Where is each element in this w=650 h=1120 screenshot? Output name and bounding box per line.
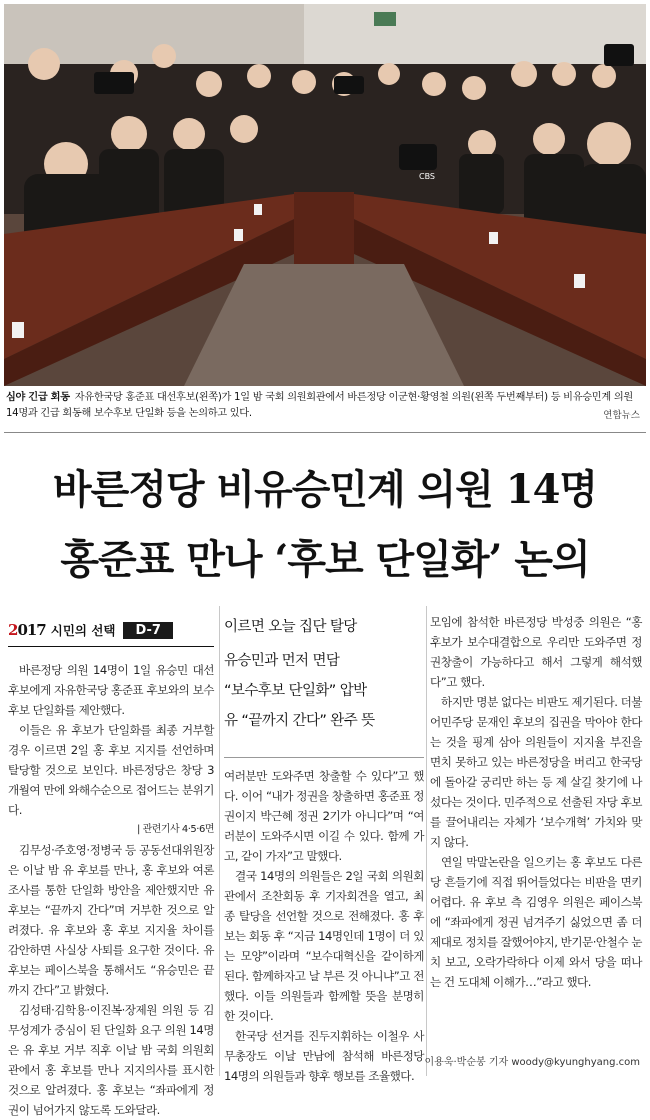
paragraph: 여러분만 도와주면 창출할 수 있다”고 했다. 이어 “내가 정권을 창출하면 홍준표 정권이지 박근혜 정권 2기가 아니다”며 “여러분이 도와주시면 이길 수 있다. 함께 가고, 같이 가자”고 말했다. bbox=[224, 769, 424, 863]
column-divider bbox=[426, 606, 427, 1076]
subhead: 유 “끝까지 간다” 완주 뜻 bbox=[224, 713, 375, 729]
caption-text: 자유한국당 홍준표 대선후보(왼쪽)가 1일 밤 국회 의원회관에서 바른정당 이군현·황영철 의원(왼쪽 두번째부터) 등 비유승민계 의원 14명과 긴급 회동해 보수후보 단일화 등을 논의하고 있다. bbox=[6, 392, 633, 419]
byline: 이용욱·박순봉 기자 woody@kyunghyang.com bbox=[424, 1057, 640, 1068]
series-year-rest: 017 bbox=[17, 621, 46, 639]
paragraph: 결국 14명의 의원들은 2일 국회 의원회관에서 조찬회동 후 기자회견을 열고, 최종 탈당을 선언할 것으로 전해졌다. 홍 후보는 회동 후 “지금 14명인데 1명이 더 있는 모양”이라며 “보수대혁신을 같이하게 된다. 함께하자고 날 부른 것 아니냐”고 전했다. 이들 의원들과 함께할 뜻을 분명히 한 것이다. bbox=[224, 869, 424, 1023]
paragraph: 김무성·주호영·정병국 등 공동선대위원장은 이날 밤 유 후보를 만나, 홍 후보와 여론조사를 통한 단일화 방안을 제안했지만 유 후보는 “끝까지 간다”며 거부한 것으로 알려졌다. 유 후보와 홍 후보 지지율 차이를 감안하면 사실상 사퇴를 요구한 것이다. 유 후보는 페이스북을 통해서도 “유승민은 끝까지 간다”고 밝혔다. bbox=[8, 843, 214, 997]
article-column-3 bbox=[430, 612, 642, 992]
photo-credit: 연합뉴스 bbox=[603, 410, 640, 421]
paragraph: 하지만 명분 없다는 비판도 제기된다. 더불어민주당 문재인 후보의 집권을 막아야 한다는 것을 핑계 삼아 의원들이 지지율 부진을 면치 못하고 있는 바른정당을 버리고 한국당에 돌아갈 궁리만 하는 등 제 살길 찾기에 나섰다는 것이다. 민주적으로 선출된 자당 후보를 끌어내리는 자체가 ‘보수개혁’ 가치와 맞지 않다. bbox=[430, 695, 643, 849]
paragraph: 연일 막말논란을 일으키는 홍 후보도 다른 당 흔들기에 직접 뛰어들었다는 비판을 면키 어렵다. 유 후보 측 김영우 의원은 페이스북에 “좌파에게 정권 넘겨주기 싫었으면 좀 더 제대로 정치를 잘했어야지, 반기문·안철수 눈치 보고, 오락가락하다 이제 와서 당을 떠나는 건 도대체 이해가…”라고 했다. bbox=[430, 855, 642, 989]
subheads-divider bbox=[224, 757, 424, 758]
series-tag bbox=[8, 620, 173, 640]
series-year-accent: 2 bbox=[8, 621, 18, 639]
series-underline bbox=[8, 646, 214, 647]
series-name: 시민의 선택 bbox=[50, 623, 116, 638]
photo-caption bbox=[6, 390, 642, 422]
caption-title: 심야 긴급 회동 bbox=[6, 392, 70, 403]
dday-badge: D-7 bbox=[123, 622, 172, 639]
paragraph: 바른정당 의원 14명이 1일 유승민 대선후보에게 자유한국당 홍준표 후보와의 보수후보 단일화를 제안했다. bbox=[8, 663, 214, 717]
mic-label: CBS bbox=[419, 172, 436, 181]
news-photo bbox=[4, 4, 646, 386]
paragraph: 김성태·김학용·이진복·장제원 의원 등 김무성계가 중심이 된 단일화 요구 의원 14명은 유 후보 거부 직후 이날 밤 국회 의원회관에서 홍 후보를 만나 지지의사를 표시한 것으로 알려졌다. 홍 후보는 “좌파에게 정권이 넘어가지 않도록 도와달라. bbox=[8, 1003, 214, 1117]
headline-line-1: 바른정당 비유승민계 의원 14명 bbox=[52, 466, 598, 513]
divider bbox=[4, 432, 646, 433]
article-column-1 bbox=[8, 660, 214, 1120]
subhead: 유승민과 먼저 면담 bbox=[224, 653, 340, 669]
subhead-lead: 이르면 오늘 집단 탈당 bbox=[224, 619, 357, 635]
paragraph: 한국당 선거를 진두지휘하는 이철우 사무총장도 이날 만남에 참석해 바른정당 14명의 의원들과 향후 행보를 조율했다. bbox=[224, 1029, 424, 1083]
headline-line-2: 홍준표 만나 ‘후보 단일화’ 논의 bbox=[60, 536, 590, 583]
subheadings bbox=[224, 612, 424, 736]
paragraph: 모임에 참석한 바른정당 박성중 의원은 “홍 후보가 보수대결합으로 우리만 도와주면 정권창출이 가능하다고 해서 그렇게 해석했다”고 했다. bbox=[430, 615, 642, 689]
related-articles: | 관련기사 4·5·6면 bbox=[137, 824, 214, 835]
paragraph: 이들은 유 후보가 단일화를 최종 거부할 경우 이르면 2일 홍 후보 지지를 선언하며 탈당할 것으로 보인다. 바른정당은 창당 3개월여 만에 와해수순으로 접어드는 분위기다. bbox=[8, 723, 214, 817]
article-column-2 bbox=[224, 766, 424, 1086]
column-divider bbox=[219, 606, 220, 1076]
meeting-photo-illustration bbox=[4, 4, 646, 386]
series-year bbox=[8, 621, 46, 639]
subhead: “보수후보 단일화” 압박 bbox=[224, 683, 367, 699]
